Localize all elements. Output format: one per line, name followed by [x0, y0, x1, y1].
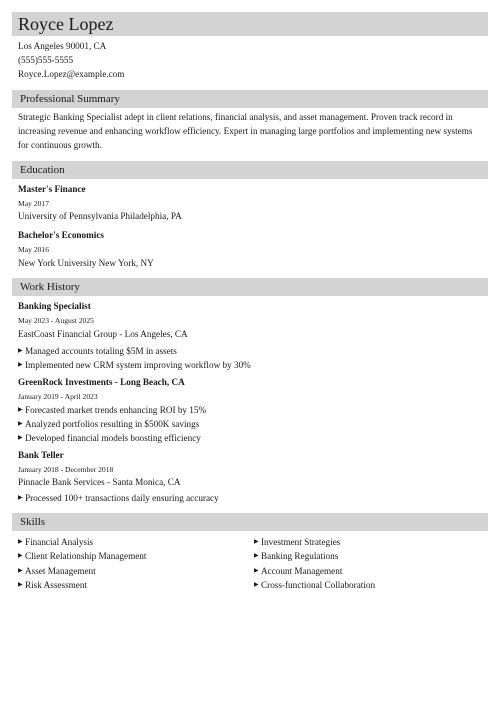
- education-degree: Bachelor's Economics: [18, 230, 104, 240]
- bullet-icon: ▶: [254, 568, 259, 574]
- summary-text: Strategic Banking Specialist adept in client relations, financial analysis, and asset management. Proven track record in increasing revenue and enhancing workflow efficiency. Expert in managing large portfolios and implementing new systems for continuous growth.: [18, 112, 473, 150]
- work-section-bar: [12, 278, 488, 296]
- education-section-title: Education: [20, 164, 65, 176]
- job-dates: May 2023 - August 2025: [18, 316, 94, 325]
- bullet-icon: ▶: [254, 539, 259, 545]
- bullet-icon: ▶: [254, 553, 259, 559]
- job-company: EastCoast Financial Group - Los Angeles, CA: [18, 329, 188, 339]
- education-school: New York University New York, NY: [18, 258, 154, 268]
- bullet-icon: ▶: [18, 348, 23, 354]
- education-date: May 2017: [18, 199, 50, 208]
- contact-email: Royce.Lopez@example.com: [18, 69, 125, 79]
- job-dates: January 2018 - December 2018: [18, 465, 114, 474]
- bullet-icon: ▶: [18, 362, 23, 368]
- job-company: Pinnacle Bank Services - Santa Monica, CA: [18, 477, 181, 487]
- bullet-icon: ▶: [18, 421, 23, 427]
- bullet-icon: ▶: [18, 435, 23, 441]
- bullet-icon: ▶: [18, 539, 23, 545]
- job-role: Bank Teller: [18, 450, 64, 460]
- contact-address: Los Angeles 90001, CA: [18, 41, 107, 51]
- education-degree: Master's Finance: [18, 184, 86, 194]
- job-dates: January 2019 - April 2023: [18, 392, 98, 401]
- job-role: Banking Specialist: [18, 301, 91, 311]
- job-role: GreenRock Investments - Long Beach, CA: [18, 377, 185, 387]
- candidate-name: Royce Lopez: [18, 14, 114, 34]
- bullet-icon: ▶: [18, 495, 23, 501]
- skills-section-title: Skills: [20, 516, 46, 528]
- bullet-icon: ▶: [254, 582, 259, 588]
- summary-section-bar: [12, 90, 488, 108]
- skills-section-bar: [12, 513, 488, 531]
- bullet-icon: ▶: [18, 568, 23, 574]
- bullet-icon: ▶: [18, 553, 23, 559]
- education-date: May 2016: [18, 245, 50, 254]
- bullet-icon: ▶: [18, 407, 23, 413]
- education-section-bar: [12, 161, 488, 179]
- resume-page: Royce Lopez Los Angeles 90001, CA (555)555-5555 Royce.Lopez@example.com Professional Summary Strategic Banking Specialist adept in client relations, financial analysis, and asset management. Proven track record in increasing revenue and enhancing workflow efficiency. Expert in managing large portfolios and implementing new systems for continuous growth. Education Master's Finance May 2017 University of Pennsylvania Philadelphia, PA Bachelor's Economics May 2016 New York University New York, NY Work History Banking Specialist May 2023 - August 2025 EastCoast Financial Group - Los Angeles, CA ▶ Managed accounts totaling $5M in assets ▶ Implemented new CRM system improving workflow by 30% GreenRock Investments - Long Beach, CA January 2019 - April 2023 ▶ Forecasted market trends enhancing ROI by 15% ▶ Analyzed portfolios resulting in $500K savings ▶ Developed financial models boosting efficiency Bank Teller January 2018 - December 2018 Pinnacle Bank Services - Santa Monica, CA ▶ Processed 100+ transactions daily ensuring accuracy Skills ▶ Financial Analysis ▶ Client Relationship Management ▶ Asset Management ▶ Risk Assessment ▶ Investment Strategies ▶ Banking Regulations ▶ Account Management ▶ Cross-functional Collaboration: [0, 0, 500, 704]
- work-section-title: Work History: [20, 281, 80, 293]
- name-header-bar: [12, 12, 488, 36]
- contact-phone: (555)555-5555: [18, 55, 74, 65]
- bullet-icon: ▶: [18, 582, 23, 588]
- summary-section-title: Professional Summary: [20, 93, 120, 105]
- education-school: University of Pennsylvania Philadelphia, PA: [18, 211, 182, 221]
